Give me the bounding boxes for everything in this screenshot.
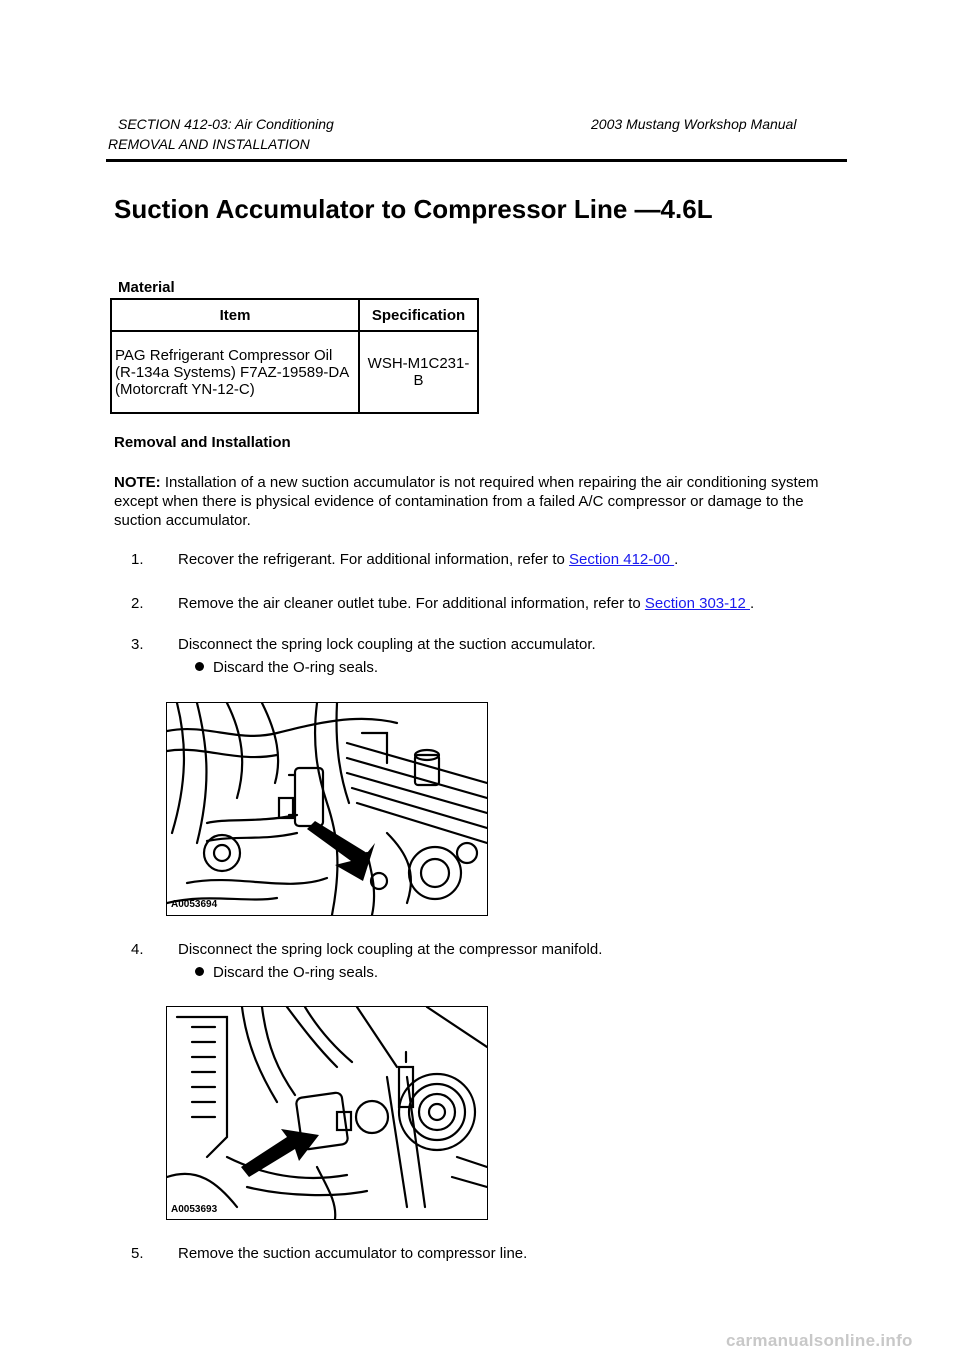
step-number: 4.: [131, 941, 144, 958]
figure-compressor-manifold-coupling: [166, 1006, 488, 1220]
step-3-bullet: Discard the O-ring seals.: [195, 659, 378, 676]
step-text: Remove the suction accumulator to compressor line.: [178, 1245, 528, 1262]
material-item: PAG Refrigerant Compressor Oil (R-134a Systems) F7AZ-19589-DA (Motorcraft YN-12-C): [111, 331, 359, 413]
step-number: 2.: [131, 595, 144, 612]
figure-suction-accumulator-coupling: [166, 702, 488, 916]
step-text: Disconnect the spring lock coupling at the suction accumulator.: [178, 636, 596, 653]
watermark: carmanualsonline.info: [726, 1331, 913, 1350]
column-header-item: Item: [111, 299, 359, 331]
step-number: 5.: [131, 1245, 144, 1262]
header-manual-title: 2003 Mustang Workshop Manual: [591, 116, 797, 132]
header-section: SECTION 412-03: Air Conditioning: [118, 116, 334, 132]
material-table-header: [111, 299, 478, 331]
step-4-bullet: Discard the O-ring seals.: [195, 964, 378, 981]
header-subsection: REMOVAL AND INSTALLATION: [108, 136, 310, 152]
note-label: NOTE:: [114, 474, 161, 491]
page-title: Suction Accumulator to Compressor Line —4.6L: [114, 194, 713, 224]
step-text: Remove the air cleaner outlet tube. For additional information, refer to Section 303-12 .: [178, 595, 755, 612]
note-text: Installation of a new suction accumulator is not required when repairing the air conditioning system except when there is physical evidence of contamination from a failed A/C compressor or damage to the suction accumulator.: [114, 474, 819, 529]
column-header-specification: Specification: [359, 299, 478, 331]
header-divider: [106, 159, 847, 162]
material-label: Material: [118, 279, 175, 296]
section-303-12-link[interactable]: Section 303-12: [644, 595, 750, 612]
bullet-icon: [195, 662, 204, 671]
step-text: Disconnect the spring lock coupling at the compressor manifold.: [178, 941, 603, 958]
section-412-00-link[interactable]: Section 412-00: [569, 551, 675, 568]
material-specification: WSH-M1C231-B: [359, 331, 478, 413]
figure-1-id: A0053694: [171, 899, 218, 910]
step-number: 1.: [131, 551, 144, 568]
figure-1-drawing: [167, 703, 487, 915]
bullet-icon: [195, 967, 204, 976]
step-text: Recover the refrigerant. For additional information, refer to Section 412-00 .: [178, 551, 679, 568]
figure-2-id: A0053693: [171, 1204, 218, 1215]
step-number: 3.: [131, 636, 144, 653]
table-row: [111, 331, 478, 413]
note-paragraph: [114, 473, 834, 530]
figure-2-drawing: [167, 1007, 487, 1219]
material-table: [110, 298, 479, 414]
removal-heading: Removal and Installation: [114, 434, 291, 451]
